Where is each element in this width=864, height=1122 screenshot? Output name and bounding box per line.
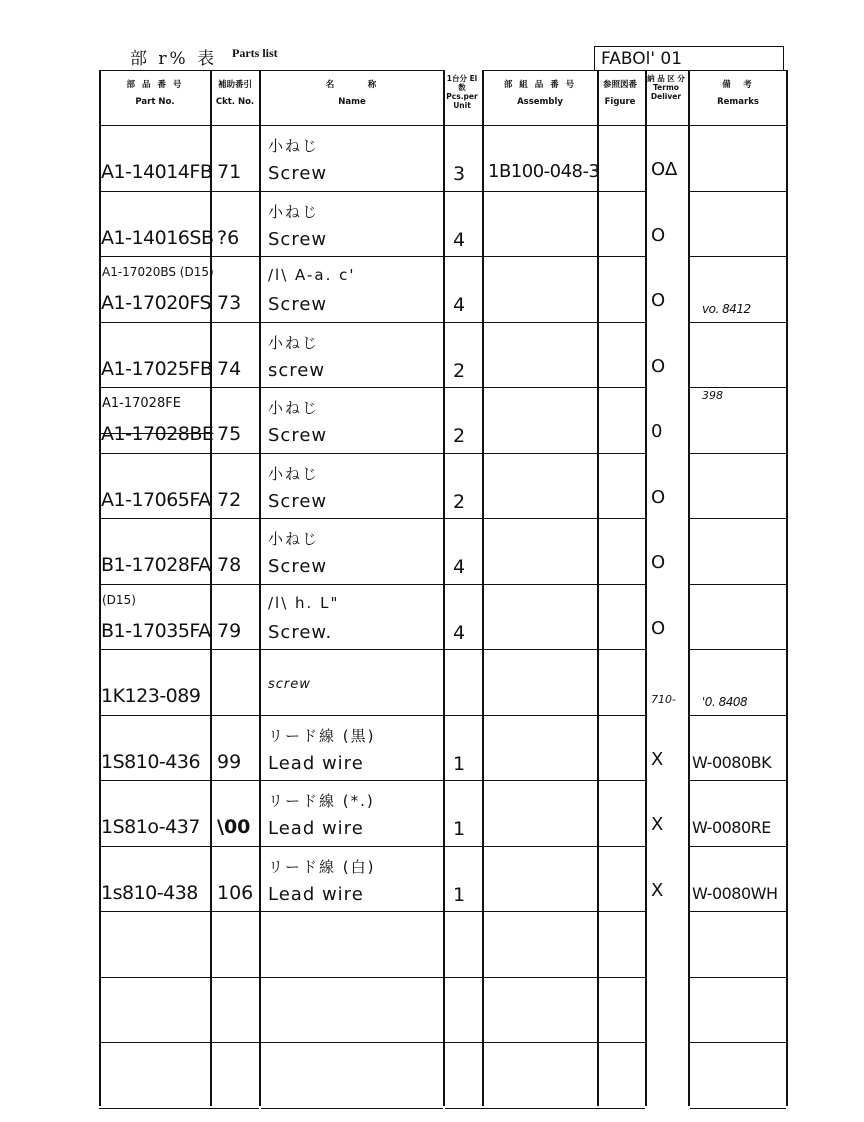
grid-hline xyxy=(445,387,482,388)
grid-hline xyxy=(482,911,597,912)
header-part-no: 部 品 番 号 Part No. xyxy=(126,80,184,107)
grid-hline xyxy=(445,1108,482,1109)
part-no: A1-14014FB xyxy=(101,161,213,183)
name-en: Screw xyxy=(268,490,328,512)
termo-deliver: 0 xyxy=(651,421,663,442)
termo-deliver: X xyxy=(651,879,664,901)
grid-hline xyxy=(597,191,645,192)
grid-hline xyxy=(597,1042,645,1043)
grid-hline xyxy=(445,322,482,323)
name-en: screw xyxy=(268,359,326,381)
grid-hline xyxy=(445,191,482,192)
grid-hline xyxy=(597,780,645,781)
grid-hline xyxy=(261,649,443,650)
grid-hline xyxy=(99,1042,210,1043)
part-no: B1-17028FA xyxy=(101,554,211,576)
grid-hline xyxy=(445,584,482,585)
grid-hline xyxy=(99,191,210,192)
grid-hline xyxy=(99,387,210,388)
ckt-no: 75 xyxy=(217,423,242,445)
grid-hline xyxy=(261,256,443,257)
grid-vline xyxy=(443,70,445,1106)
qty: 2 xyxy=(453,425,466,447)
qty: 4 xyxy=(453,621,466,644)
termo-deliver: O xyxy=(651,552,666,573)
grid-hline xyxy=(99,453,210,454)
header-figure: 参照図番 Figure xyxy=(602,80,637,107)
page-title-en: Parts list xyxy=(232,46,278,60)
grid-hline xyxy=(210,911,259,912)
grid-hline xyxy=(99,911,210,912)
grid-hline xyxy=(690,322,786,323)
grid-hline xyxy=(210,1042,259,1043)
name-ja: /l\ A-a. c' xyxy=(268,266,356,284)
grid-hline xyxy=(99,322,210,323)
ckt-no: 74 xyxy=(217,357,242,380)
part-no: A1-17025FB xyxy=(101,357,213,380)
grid-hline xyxy=(261,911,443,912)
grid-hline xyxy=(210,322,259,323)
qty: 3 xyxy=(453,163,466,185)
grid-hline xyxy=(210,846,259,847)
grid-hline xyxy=(597,518,645,519)
grid-hline xyxy=(597,977,645,978)
name-ja: 小ねじ xyxy=(268,399,320,417)
grid-hline xyxy=(597,322,645,323)
grid-hline xyxy=(597,1108,645,1109)
grid-hline xyxy=(690,1108,786,1109)
grid-hline xyxy=(690,846,786,847)
name-en: Screw. xyxy=(268,621,333,643)
grid-hline xyxy=(482,584,597,585)
header-assembly: 部 組 品 番 号 Assembly xyxy=(503,80,577,107)
grid-hline xyxy=(690,387,786,388)
grid-hline xyxy=(210,256,259,257)
grid-hline xyxy=(99,846,210,847)
grid-hline xyxy=(445,256,482,257)
name-ja: 小ねじ xyxy=(268,530,320,548)
termo-deliver: O xyxy=(651,224,666,246)
grid-vline xyxy=(259,70,261,1106)
grid-hline xyxy=(445,649,482,650)
grid-hline xyxy=(99,584,210,585)
ckt-no: 79 xyxy=(217,619,242,642)
grid-vline xyxy=(786,70,788,1106)
grid-hline xyxy=(99,125,786,126)
grid-hline xyxy=(597,256,645,257)
qty: 4 xyxy=(453,228,466,251)
name-ja: リード線 (黒) xyxy=(268,726,376,745)
grid-hline xyxy=(261,322,443,323)
part-no-note: A1-17020BS (D15) xyxy=(102,265,214,279)
grid-hline xyxy=(210,977,259,978)
ckt-no: 78 xyxy=(217,554,242,576)
termo-deliver: O xyxy=(651,486,666,508)
grid-hline xyxy=(99,715,210,716)
grid-hline xyxy=(690,518,786,519)
qty: 1 xyxy=(453,818,466,840)
grid-hline xyxy=(99,1108,210,1109)
grid-hline xyxy=(482,256,597,257)
part-no: 1S810-436 xyxy=(101,750,201,773)
grid-hline xyxy=(210,191,259,192)
grid-hline xyxy=(482,1108,597,1109)
grid-hline xyxy=(445,846,482,847)
ckt-no: 73 xyxy=(217,292,242,314)
name-ja: 小ねじ xyxy=(268,137,320,155)
grid-hline xyxy=(261,518,443,519)
grid-hline xyxy=(99,780,210,781)
document-number: FABOl' 01 xyxy=(594,46,784,70)
assembly-no: 1B100-048-3 xyxy=(488,161,600,182)
grid-hline xyxy=(690,977,786,978)
grid-hline xyxy=(482,453,597,454)
grid-hline xyxy=(99,70,443,71)
name-ja: 小ねじ xyxy=(268,202,320,221)
name-ja: リード線 (*.) xyxy=(268,792,375,810)
name-en: Lead wire xyxy=(268,818,364,839)
qty: 4 xyxy=(453,294,466,316)
qty: 2 xyxy=(453,490,466,513)
grid-hline xyxy=(99,977,210,978)
header-ckt-no: 補助番引 Ckt. No. xyxy=(215,80,255,107)
grid-hline xyxy=(597,846,645,847)
grid-hline xyxy=(597,911,645,912)
grid-hline xyxy=(261,977,443,978)
header-termo: 納 品 区 分 Termo Deliver xyxy=(647,74,685,101)
grid-hline xyxy=(482,846,597,847)
termo-deliver: O xyxy=(651,290,666,311)
name-en: Screw xyxy=(268,228,328,250)
grid-hline xyxy=(690,191,786,192)
grid-hline xyxy=(261,1042,443,1043)
termo-deliver: 710- xyxy=(651,693,676,706)
grid-hline xyxy=(690,453,786,454)
part-no: A1-17028BE xyxy=(101,423,214,445)
page-title-ja: 部 r% 表 xyxy=(130,49,218,69)
grid-hline xyxy=(690,1042,786,1043)
name-ja: /l\ h. L" xyxy=(268,593,340,612)
grid-hline xyxy=(482,1042,597,1043)
part-no: A1-14016SB xyxy=(101,226,214,249)
qty: 1 xyxy=(453,752,466,775)
grid-hline xyxy=(482,322,597,323)
grid-hline xyxy=(210,715,259,716)
part-no: B1-17035FA xyxy=(101,619,211,642)
grid-hline xyxy=(445,453,482,454)
name-en: Lead wire xyxy=(268,883,364,905)
grid-hline xyxy=(690,256,786,257)
qty: 1 xyxy=(453,883,466,906)
grid-hline xyxy=(261,846,443,847)
part-no-note: A1-17028FE xyxy=(102,396,181,411)
name-en: Screw xyxy=(268,556,328,577)
remarks: vo. 8412 xyxy=(702,302,751,316)
qty: 2 xyxy=(453,359,466,382)
grid-vline xyxy=(482,70,484,1106)
grid-hline xyxy=(597,584,645,585)
ckt-no: \00 xyxy=(217,816,251,838)
grid-vline xyxy=(99,70,101,1106)
grid-hline xyxy=(445,518,482,519)
qty: 4 xyxy=(453,556,466,578)
header-pcs-per-unit: 1台分 El 数 Pcs.per Unit xyxy=(446,74,478,110)
termo-deliver: X xyxy=(651,814,664,835)
grid-hline xyxy=(597,649,645,650)
grid-hline xyxy=(482,977,597,978)
part-no: 1S81o-437 xyxy=(101,816,200,838)
header-name: 名 称 Name xyxy=(325,80,379,107)
grid-hline xyxy=(210,584,259,585)
remarks: W-0080WH xyxy=(692,883,778,903)
name-ja: 小ねじ xyxy=(268,464,320,483)
grid-hline xyxy=(482,715,597,716)
grid-hline xyxy=(210,387,259,388)
grid-hline xyxy=(445,1042,482,1043)
name-en: screw xyxy=(268,677,311,692)
grid-hline xyxy=(99,649,210,650)
grid-hline xyxy=(482,387,597,388)
grid-hline xyxy=(690,911,786,912)
grid-vline xyxy=(645,70,647,1106)
ckt-no: 99 xyxy=(217,750,242,773)
grid-hline xyxy=(597,453,645,454)
grid-hline xyxy=(210,1108,259,1109)
grid-hline xyxy=(210,518,259,519)
grid-hline xyxy=(690,649,786,650)
grid-hline xyxy=(482,70,786,71)
grid-hline xyxy=(261,191,443,192)
name-en: Screw xyxy=(268,163,328,184)
grid-hline xyxy=(445,780,482,781)
grid-hline xyxy=(482,649,597,650)
remarks: W-0080BK xyxy=(692,752,772,772)
part-no-note: (D15) xyxy=(102,592,136,607)
grid-hline xyxy=(261,1108,443,1109)
part-no: 1s810-438 xyxy=(101,881,198,904)
ckt-no: 72 xyxy=(217,488,242,511)
part-no: A1-17020FS xyxy=(101,292,212,314)
grid-hline xyxy=(210,649,259,650)
ckt-no: 106 xyxy=(217,881,254,904)
ckt-no: ?6 xyxy=(217,226,240,249)
grid-hline xyxy=(261,453,443,454)
grid-hline xyxy=(210,780,259,781)
remarks-note: 398 xyxy=(702,389,723,402)
part-no: A1-17065FA xyxy=(101,488,211,511)
name-ja: リード線 (白) xyxy=(268,857,376,876)
grid-hline xyxy=(99,256,210,257)
name-en: Lead wire xyxy=(268,752,364,774)
grid-vline xyxy=(210,70,212,1106)
grid-vline xyxy=(597,70,599,1106)
ckt-no: 71 xyxy=(217,161,242,183)
grid-hline xyxy=(210,453,259,454)
name-ja: 小ねじ xyxy=(268,333,320,352)
grid-hline xyxy=(690,584,786,585)
part-no: 1K123-089 xyxy=(101,685,201,707)
grid-hline xyxy=(690,780,786,781)
grid-hline xyxy=(261,715,443,716)
remarks: W-0080RE xyxy=(692,818,771,837)
grid-vline xyxy=(688,70,690,1106)
grid-hline xyxy=(482,518,597,519)
name-en: Screw xyxy=(268,294,328,315)
grid-hline xyxy=(99,518,210,519)
termo-deliver: O xyxy=(651,355,666,377)
grid-hline xyxy=(597,387,645,388)
termo-deliver: O∆ xyxy=(651,159,678,180)
name-en: Screw xyxy=(268,425,328,446)
grid-hline xyxy=(445,911,482,912)
grid-hline xyxy=(261,584,443,585)
grid-hline xyxy=(482,191,597,192)
grid-hline xyxy=(445,715,482,716)
header-remarks: 備 考 Remarks xyxy=(717,80,759,107)
termo-deliver: O xyxy=(651,617,666,639)
grid-hline xyxy=(690,715,786,716)
grid-hline xyxy=(261,387,443,388)
grid-hline xyxy=(261,780,443,781)
grid-hline xyxy=(597,715,645,716)
termo-deliver: X xyxy=(651,748,664,770)
remarks: '0. 8408 xyxy=(702,695,748,709)
grid-hline xyxy=(445,977,482,978)
grid-hline xyxy=(482,780,597,781)
